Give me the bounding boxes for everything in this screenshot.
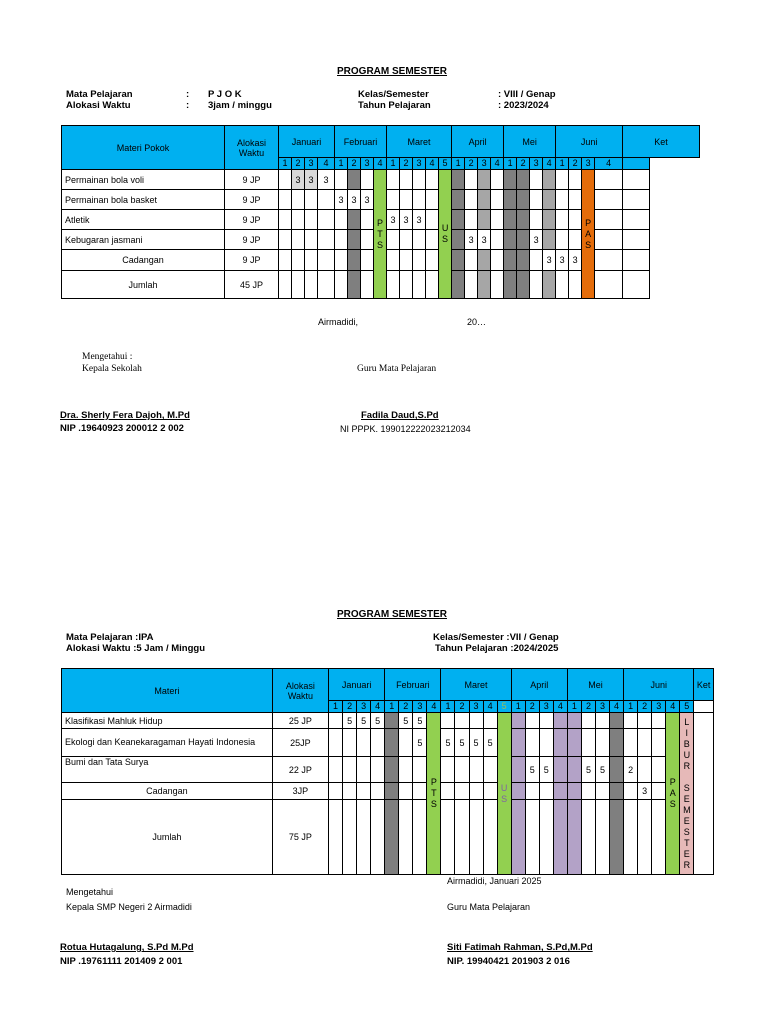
doc1-cell-value: 3 <box>387 210 400 230</box>
doc1-week: 2 <box>348 158 361 170</box>
doc1-week: 3 <box>530 158 543 170</box>
doc1-tahun-label: Tahun Pelajaran <box>358 100 431 111</box>
doc1-week: 1 <box>279 158 292 170</box>
doc1-colon1: : <box>186 89 190 100</box>
doc2-row-alokasi: 25 JP <box>272 713 328 729</box>
doc1-alokasi-value: 3jam / minggu <box>208 100 272 111</box>
doc2-cell-value: 5 <box>343 713 357 729</box>
doc1-cell-value: 3 <box>478 230 491 250</box>
doc2-week: 5 <box>680 701 694 713</box>
doc2-guru-nip: NIP. 19940421 201903 2 016 <box>447 956 570 967</box>
doc1-month-maret: Maret <box>387 126 452 158</box>
doc2-libur-semester-marker: L I B U R S E M E S T E R <box>680 713 694 875</box>
doc2-cell-value: 5 <box>441 729 455 757</box>
doc1-row-materi: Atletik <box>62 210 225 230</box>
doc2-pts-marker: P T S <box>427 713 441 875</box>
doc2-pas-marker: P A S <box>666 713 680 875</box>
doc2-header-alokasi: Alokasi Waktu <box>272 669 328 713</box>
doc2-week: 4 <box>610 701 624 713</box>
doc1-colon2: : <box>186 100 190 111</box>
doc2-month-juni: Juni <box>624 669 694 701</box>
doc1-mengetahui: Mengetahui : <box>82 352 133 362</box>
doc1-week: 4 <box>595 158 623 170</box>
doc2-week: 2 <box>581 701 595 713</box>
doc1-guru-nip: NI PPPK. 199012222023212034 <box>340 424 471 434</box>
doc1-kepala-name: Dra. Sherly Fera Dajoh, M.Pd <box>60 410 190 421</box>
doc2-cell-value: 2 <box>624 757 638 783</box>
doc2-cell-value: 5 <box>469 729 483 757</box>
doc1-header-alokasi: Alokasi Waktu <box>225 126 279 170</box>
doc2-mata: Mata Pelajaran :IPA <box>66 632 154 643</box>
doc1-cell-value: 3 <box>318 170 335 190</box>
doc2-row-materi: Klasifikasi Mahluk Hidup <box>62 713 273 729</box>
doc2-week: 4 <box>427 701 441 713</box>
doc2-cell-value: 5 <box>539 757 553 783</box>
doc2-row-alokasi: 3JP <box>272 783 328 800</box>
doc2-cell-value: 5 <box>371 713 385 729</box>
doc1-cell-value: 3 <box>543 250 556 271</box>
doc2-week: 4 <box>666 701 680 713</box>
doc2-row-alokasi: 25JP <box>272 729 328 757</box>
doc2-row-alokasi: 22 JP <box>272 757 328 783</box>
doc1-week: 3 <box>582 158 595 170</box>
doc1-cell-value: 3 <box>556 250 569 271</box>
doc1-row-alokasi: 9 JP <box>225 230 279 250</box>
doc1-pas-marker: P A S <box>582 170 595 299</box>
doc1-week: 2 <box>517 158 530 170</box>
doc1-week: 3 <box>478 158 491 170</box>
doc1-week: 1 <box>387 158 400 170</box>
doc2-cell-value: 5 <box>413 729 427 757</box>
doc1-week: 1 <box>452 158 465 170</box>
doc1-week: 1 <box>335 158 348 170</box>
doc1-week: 3 <box>361 158 374 170</box>
doc1-week: 4 <box>491 158 504 170</box>
doc2-schedule-table <box>61 668 714 875</box>
doc2-week: 1 <box>511 701 525 713</box>
doc1-row-materi: Cadangan <box>62 250 225 271</box>
doc2-week: 3 <box>469 701 483 713</box>
doc2-mengetahui: Mengetahui <box>66 887 114 897</box>
doc2-week: 2 <box>455 701 469 713</box>
doc1-header-ket: Ket <box>623 126 700 158</box>
doc1-pts-marker: P T S <box>374 170 387 299</box>
doc2-week: 2 <box>343 701 357 713</box>
doc2-month-maret: Maret <box>441 669 511 701</box>
doc2-week: 3 <box>539 701 553 713</box>
doc1-week: 5 <box>439 158 452 170</box>
doc1-week: 2 <box>465 158 478 170</box>
doc2-tahun: Tahun Pelajaran :2024/2025 <box>435 643 559 654</box>
doc1-week: 2 <box>400 158 413 170</box>
doc2-week: 3 <box>652 701 666 713</box>
doc2-kepala-name: Rotua Hutagalung, S.Pd M.Pd <box>60 942 194 953</box>
doc1-week: 2 <box>292 158 305 170</box>
doc2-row-alokasi: 75 JP <box>272 800 328 875</box>
doc2-header-materi: Materi <box>62 669 273 713</box>
doc2-week: 4 <box>371 701 385 713</box>
doc1-schedule-table <box>61 125 700 299</box>
doc1-guru-name: Fadila Daud,S.Pd <box>361 410 439 421</box>
doc1-week: 3 <box>305 158 318 170</box>
doc2-cell-value: 5 <box>455 729 469 757</box>
doc2-cell-value: 5 <box>357 713 371 729</box>
doc2-week: 1 <box>329 701 343 713</box>
doc2-month-januari: Januari <box>329 669 385 701</box>
doc1-us-marker: U S <box>439 170 452 299</box>
doc1-cell-value: 3 <box>348 190 361 210</box>
doc1-row-materi: Kebugaran jasmani <box>62 230 225 250</box>
doc1-place-date: Airmadidi, <box>318 317 359 327</box>
doc1-kelas-value: : VIII / Genap <box>498 89 556 100</box>
doc1-header-materi: Materi Pokok <box>62 126 225 170</box>
doc2-cell-value: 5 <box>413 713 427 729</box>
doc2-week: 2 <box>399 701 413 713</box>
doc2-week: 1 <box>385 701 399 713</box>
doc2-week: 5 <box>497 701 511 713</box>
doc2-week: 1 <box>441 701 455 713</box>
doc1-cell-value: 3 <box>465 230 478 250</box>
doc2-guru-title: Guru Mata Pelajaran <box>447 902 531 912</box>
doc2-month-mei: Mei <box>567 669 623 701</box>
doc2-week: 3 <box>357 701 371 713</box>
doc1-ket-week <box>623 158 650 170</box>
doc2-cell-value: 5 <box>399 713 413 729</box>
doc1-cell-value: 3 <box>413 210 426 230</box>
doc1-cell-value: 3 <box>335 190 348 210</box>
doc1-row-alokasi: 9 JP <box>225 210 279 230</box>
doc1-cell-value: 3 <box>305 170 318 190</box>
doc2-row-materi: Jumlah <box>62 800 273 875</box>
doc1-title: PROGRAM SEMESTER <box>337 66 448 77</box>
doc1-kepala-nip: NIP .19640923 200012 2 002 <box>60 423 184 434</box>
doc1-guru-title: Guru Mata Pelajaran <box>357 364 437 374</box>
doc1-cell-value: 3 <box>569 250 582 271</box>
doc2-kepala-nip: NIP .19761111 201409 2 001 <box>60 956 183 967</box>
doc1-month-januari: Januari <box>279 126 335 158</box>
doc1-row-materi: Jumlah <box>62 271 225 299</box>
doc2-cell-value: 5 <box>595 757 609 783</box>
doc1-week: 4 <box>426 158 439 170</box>
doc2-row-materi: Cadangan <box>62 783 273 800</box>
doc1-week: 1 <box>556 158 569 170</box>
doc1-kelas-label: Kelas/Semester <box>358 89 429 100</box>
doc2-kelas: Kelas/Semester :VII / Genap <box>433 632 559 643</box>
doc2-place-date: Airmadidi, Januari 2025 <box>447 876 542 886</box>
doc2-week: 4 <box>483 701 497 713</box>
doc1-cell-value: 3 <box>292 170 305 190</box>
doc1-month-juni: Juni <box>556 126 623 158</box>
doc1-row-alokasi: 9 JP <box>225 250 279 271</box>
doc1-cell-value: 3 <box>400 210 413 230</box>
doc2-header-ket <box>694 669 714 701</box>
doc2-cell-value: 5 <box>581 757 595 783</box>
doc2-month-februari: Februari <box>385 669 441 701</box>
doc1-week: 4 <box>543 158 556 170</box>
doc2-guru-name: Siti Fatimah Rahman, S.Pd,M.Pd <box>447 942 593 953</box>
doc1-week: 3 <box>413 158 426 170</box>
doc2-cell-value: 5 <box>525 757 539 783</box>
doc1-cell-value: 3 <box>530 230 543 250</box>
doc2-week: 4 <box>553 701 567 713</box>
doc2-cell-value: 3 <box>638 783 652 800</box>
doc2-us-marker: U S <box>497 713 511 875</box>
doc1-row-materi: Permainan bola basket <box>62 190 225 210</box>
doc2-week: 3 <box>595 701 609 713</box>
doc2-week: 1 <box>624 701 638 713</box>
doc1-month-mei: Mei <box>504 126 556 158</box>
doc2-kepala-title: Kepala SMP Negeri 2 Airmadidi <box>66 902 192 912</box>
doc2-ket-week <box>694 701 714 713</box>
doc2-row-materi: Ekologi dan Keanekaragaman Hayati Indonesia <box>62 729 273 757</box>
doc1-mata-label: Mata Pelajaran <box>66 89 133 100</box>
doc1-week: 1 <box>504 158 517 170</box>
doc1-month-februari: Februari <box>335 126 387 158</box>
doc1-row-alokasi: 9 JP <box>225 170 279 190</box>
doc1-row-alokasi: 9 JP <box>225 190 279 210</box>
doc1-mata-value: P J O K <box>208 89 242 100</box>
doc2-week: 3 <box>413 701 427 713</box>
doc1-week: 4 <box>318 158 335 170</box>
doc1-month-april: April <box>452 126 504 158</box>
doc2-row-materi: Bumi dan Tata Surya <box>62 757 273 783</box>
doc1-alokasi-label: Alokasi Waktu <box>66 100 131 111</box>
doc1-year-suffix: 20… <box>467 317 487 327</box>
doc2-week: 2 <box>638 701 652 713</box>
doc2-ket-text: Ket <box>696 679 711 690</box>
doc2-alokasi: Alokasi Waktu :5 Jam / Minggu <box>66 643 206 654</box>
doc1-kepala-title: Kepala Sekolah <box>82 364 142 374</box>
doc1-row-materi: Permainan bola voli <box>62 170 225 190</box>
doc2-cell-value: 5 <box>483 729 497 757</box>
doc2-week: 1 <box>567 701 581 713</box>
doc1-tahun-value: : 2023/2024 <box>498 100 549 111</box>
doc1-week: 2 <box>569 158 582 170</box>
doc2-week: 2 <box>525 701 539 713</box>
doc2-month-april: April <box>511 669 567 701</box>
doc1-row-alokasi: 45 JP <box>225 271 279 299</box>
doc1-week: 4 <box>374 158 387 170</box>
doc2-title: PROGRAM SEMESTER <box>337 609 448 620</box>
doc1-cell-value: 3 <box>361 190 374 210</box>
